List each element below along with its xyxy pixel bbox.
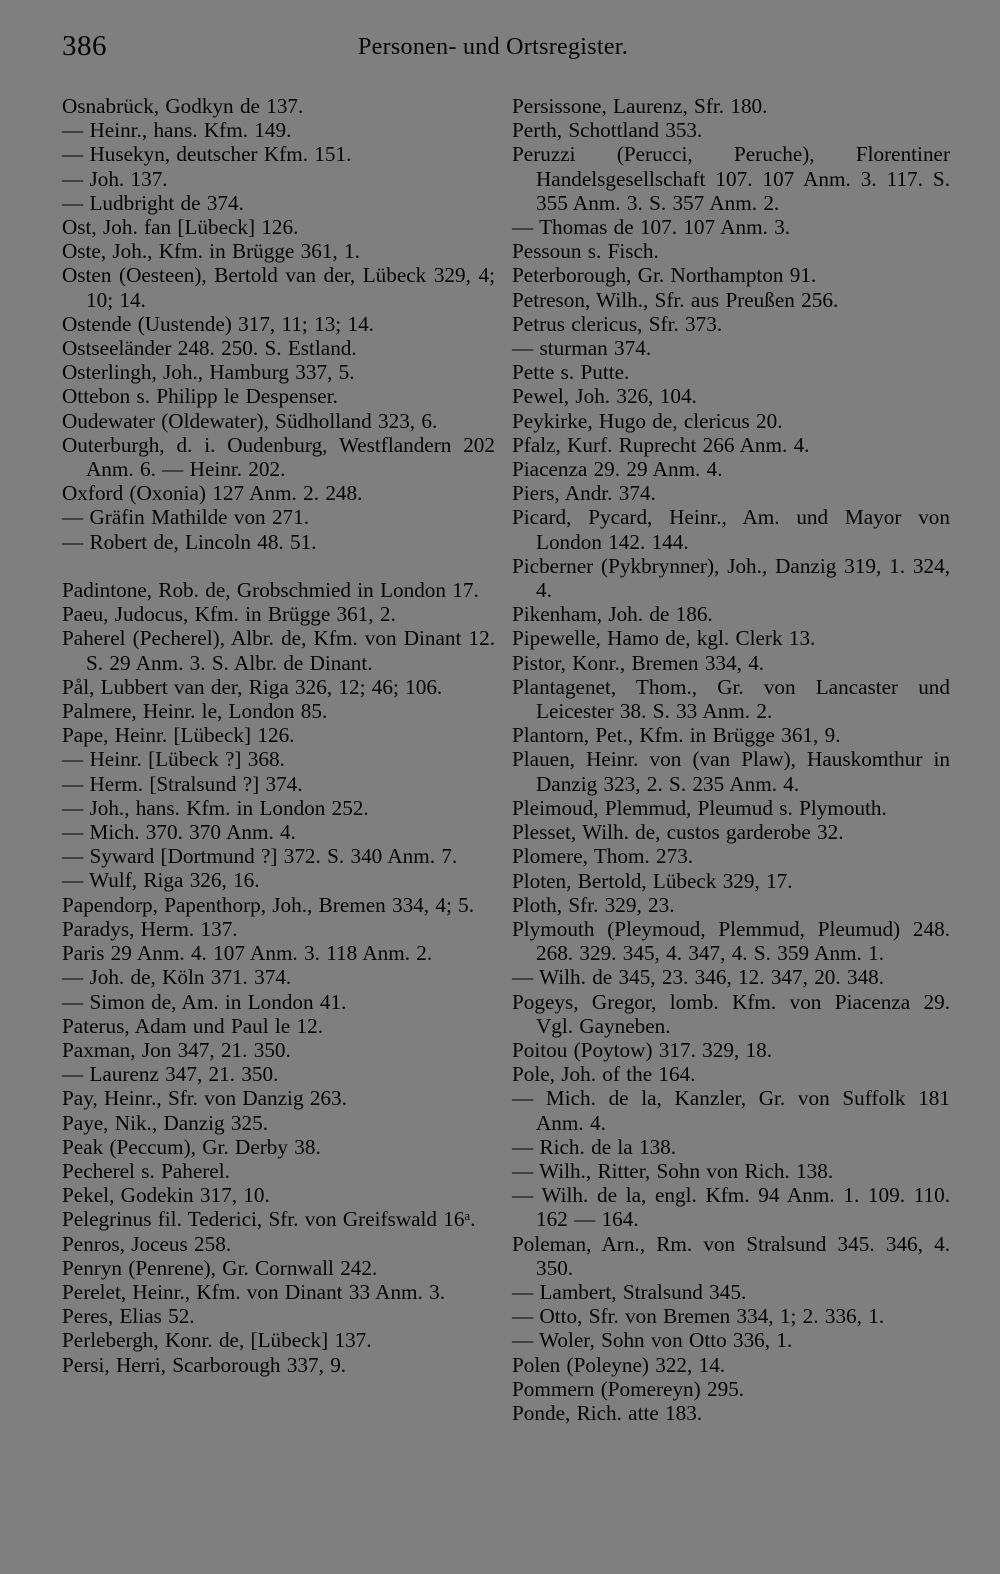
index-entry: Plantorn, Pet., Kfm. in Brügge 361, 9. [512, 723, 841, 748]
index-entry: — Joh. 137. [62, 166, 168, 191]
index-entry: Petreson, Wilh., Sfr. aus Preußen 256. [512, 287, 839, 312]
index-entry: Paris 29 Anm. 4. 107 Anm. 3. 118 Anm. 2. [62, 941, 433, 966]
index-entry: — Wilh. de la, engl. Kfm. 94 Anm. 1. 109. 110. 162 — 164. [512, 1183, 950, 1232]
index-entry: — Laurenz 347, 21. 350. [62, 1062, 279, 1087]
index-entry: — sturman 374. [512, 336, 652, 361]
index-column-left [62, 94, 495, 1377]
index-entry: Paxman, Jon 347, 21. 350. [62, 1037, 291, 1062]
index-entry: Pål, Lubbert van der, Riga 326, 12; 46; 106. [62, 674, 443, 699]
index-entry: Penryn (Penrene), Gr. Cornwall 242. [62, 1255, 378, 1280]
index-entry: Outerburgh, d. i. Oudenburg, Westflandern 202 Anm. 6. — Heinr. 202. [62, 432, 495, 482]
index-entry: Osnabrück, Godkyn de 137. [62, 94, 304, 118]
index-entry: — Woler, Sohn von Otto 336, 1. [512, 1328, 793, 1353]
index-entry: Paherel (Pecherel), Albr. de, Kfm. von Dinant 12. S. 29 Anm. 3. S. Albr. de Dinant. [62, 626, 495, 675]
index-entry: Poleman, Arn., Rm. von Stralsund 345. 346, 4. 350. [512, 1231, 950, 1280]
index-entry: Peterborough, Gr. Northampton 91. [512, 263, 817, 288]
index-entry: — Thomas de 107. 107 Anm. 3. [512, 215, 791, 240]
index-entry: Paeu, Judocus, Kfm. in Brügge 361, 2. [62, 602, 396, 627]
index-entry: Plantagenet, Thom., Gr. von Lancaster und Leicester 38. S. 33 Anm. 2. [512, 674, 950, 724]
index-entry: — Lambert, Stralsund 345. [512, 1279, 747, 1304]
index-entry: — Rich. de la 138. [512, 1134, 677, 1159]
index-entry: — Herm. [Stralsund ?] 374. [62, 771, 303, 796]
index-entry: — Joh. de, Köln 371. 374. [62, 965, 292, 990]
index-entry: Pelegrinus fil. Tederici, Sfr. von Greifswald 16ᵃ. [62, 1207, 476, 1232]
index-entry: — Heinr., hans. Kfm. 149. [62, 118, 292, 143]
running-title: Personen- und Ortsregister. [358, 34, 629, 60]
section-gap [62, 554, 495, 578]
index-entry: — Ludbright de 374. [62, 190, 244, 215]
index-entry: Pay, Heinr., Sfr. von Danzig 263. [62, 1086, 347, 1111]
page-header [62, 30, 942, 74]
index-entry: Pommern (Pomereyn) 295. [512, 1376, 745, 1401]
index-entry: Pewel, Joh. 326, 104. [512, 384, 697, 409]
index-entry: Plauen, Heinr. von (van Plaw), Hauskomthur in Danzig 323, 2. S. 235 Anm. 4. [512, 747, 950, 796]
index-entry: Osten (Oesteen), Bertold van der, Lübeck 329, 4; 10; 14. [62, 263, 495, 312]
index-entry: Oudewater (Oldewater), Südholland 323, 6. [62, 408, 438, 433]
index-entry: Pecherel s. Paherel. [62, 1158, 230, 1183]
index-column-right [512, 94, 950, 1425]
index-entry: — Wulf, Riga 326, 16. [62, 868, 260, 893]
index-entry: Pape, Heinr. [Lübeck] 126. [62, 723, 295, 748]
index-entry: Oxford (Oxonia) 127 Anm. 2. 248. [62, 481, 363, 506]
index-entry: Paterus, Adam und Paul le 12. [62, 1013, 323, 1038]
index-entry: Pessoun s. Fisch. [512, 239, 659, 264]
index-entry: — Syward [Dortmund ?] 372. S. 340 Anm. 7. [62, 844, 458, 869]
index-entry: Padintone, Rob. de, Grobschmied in London 17. [62, 578, 479, 603]
index-entry: Picberner (Pykbrynner), Joh., Danzig 319, 1. 324, 4. [512, 553, 950, 603]
index-entry: Piers, Andr. 374. [512, 481, 656, 506]
index-entry: Perelet, Heinr., Kfm. von Dinant 33 Anm. 3. [62, 1279, 446, 1304]
index-entry: — Otto, Sfr. von Bremen 334, 1; 2. 336, 1. [512, 1304, 885, 1329]
index-entry: Pette s. Putte. [512, 360, 630, 385]
index-entry: — Robert de, Lincoln 48. 51. [62, 529, 317, 554]
index-entry: — Wilh. de 345, 23. 346, 12. 347, 20. 348. [512, 965, 885, 990]
index-entry: Osterlingh, Joh., Hamburg 337, 5. [62, 360, 355, 385]
index-entry: Perlebergh, Konr. de, [Lübeck] 137. [62, 1328, 372, 1353]
index-entry: Plomere, Thom. 273. [512, 844, 694, 869]
index-entry: Perth, Schottland 353. [512, 118, 703, 143]
index-entry: Plymouth (Pleymoud, Plemmud, Pleumud) 248. 268. 329. 345, 4. 347, 4. S. 359 Anm. 1. [512, 916, 950, 966]
index-entry: — Joh., hans. Kfm. in London 252. [62, 795, 369, 820]
index-entry: Ploten, Bertold, Lübeck 329, 17. [512, 868, 793, 893]
index-entry: Peruzzi (Perucci, Peruche), Florentiner Handelsgesellschaft 107. 107 Anm. 3. 117. S. 355 Anm. 3. S. 357 Anm. 2. [512, 142, 950, 215]
index-entry: Penros, Joceus 258. [62, 1231, 232, 1256]
index-entry: Palmere, Heinr. le, London 85. [62, 699, 328, 724]
index-entry: Pleimoud, Plemmud, Pleumud s. Plymouth. [512, 795, 887, 820]
index-entry: Ploth, Sfr. 329, 23. [512, 892, 675, 917]
index-entry: Pfalz, Kurf. Ruprecht 266 Anm. 4. [512, 432, 810, 457]
index-entry: Ostende (Uustende) 317, 11; 13; 14. [62, 311, 374, 336]
index-entry: Paye, Nik., Danzig 325. [62, 1110, 269, 1135]
index-entry: Pole, Joh. of the 164. [512, 1062, 696, 1087]
index-entry: Oste, Joh., Kfm. in Brügge 361, 1. [62, 239, 360, 264]
index-entry: Persissone, Laurenz, Sfr. 180. [512, 94, 768, 118]
index-entry: — Husekyn, deutscher Kfm. 151. [62, 142, 352, 167]
index-entry: Pipewelle, Hamo de, kgl. Clerk 13. [512, 626, 816, 651]
index-entry: Pogeys, Gregor, lomb. Kfm. von Piacenza 29. Vgl. Gayneben. [512, 989, 950, 1038]
index-entry: Peres, Elias 52. [62, 1304, 195, 1329]
index-entry: Persi, Herri, Scarborough 337, 9. [62, 1352, 347, 1377]
index-entry: — Mich. de la, Kanzler, Gr. von Suffolk 181 Anm. 4. [512, 1086, 950, 1135]
index-entry: Polen (Poleyne) 322, 14. [512, 1352, 726, 1377]
index-entry: Peak (Peccum), Gr. Derby 38. [62, 1134, 321, 1159]
index-entry: Pistor, Konr., Bremen 334, 4. [512, 650, 765, 675]
index-entry: Petrus clericus, Sfr. 373. [512, 311, 723, 336]
index-entry: — Simon de, Am. in London 41. [62, 989, 347, 1014]
index-entry: Pekel, Godekin 317, 10. [62, 1183, 270, 1208]
index-entry: Poitou (Poytow) 317. 329, 18. [512, 1037, 773, 1062]
index-entry: — Gräfin Mathilde von 271. [62, 505, 310, 530]
index-entry: — Heinr. [Lübeck ?] 368. [62, 747, 285, 772]
page-number: 386 [62, 30, 107, 62]
index-entry: — Wilh., Ritter, Sohn von Rich. 138. [512, 1158, 834, 1183]
index-entry: Papendorp, Papenthorp, Joh., Bremen 334, 4; 5. [62, 892, 475, 917]
index-entry: Piacenza 29. 29 Anm. 4. [512, 457, 723, 482]
index-entry: Plesset, Wilh. de, custos garderobe 32. [512, 820, 844, 845]
index-entry: Peykirke, Hugo de, clericus 20. [512, 408, 783, 433]
index-entry: Ostseeländer 248. 250. S. Estland. [62, 336, 357, 361]
index-entry: Pikenham, Joh. de 186. [512, 602, 713, 627]
index-entry: Paradys, Herm. 137. [62, 916, 238, 941]
index-entry: — Mich. 370. 370 Anm. 4. [62, 820, 296, 845]
index-entry: Ponde, Rich. atte 183. [512, 1400, 703, 1425]
index-entry: Ottebon s. Philipp le Despenser. [62, 384, 338, 409]
index-entry: Ost, Joh. fan [Lübeck] 126. [62, 215, 299, 240]
index-entry: Picard, Pycard, Heinr., Am. und Mayor von London 142. 144. [512, 505, 950, 554]
